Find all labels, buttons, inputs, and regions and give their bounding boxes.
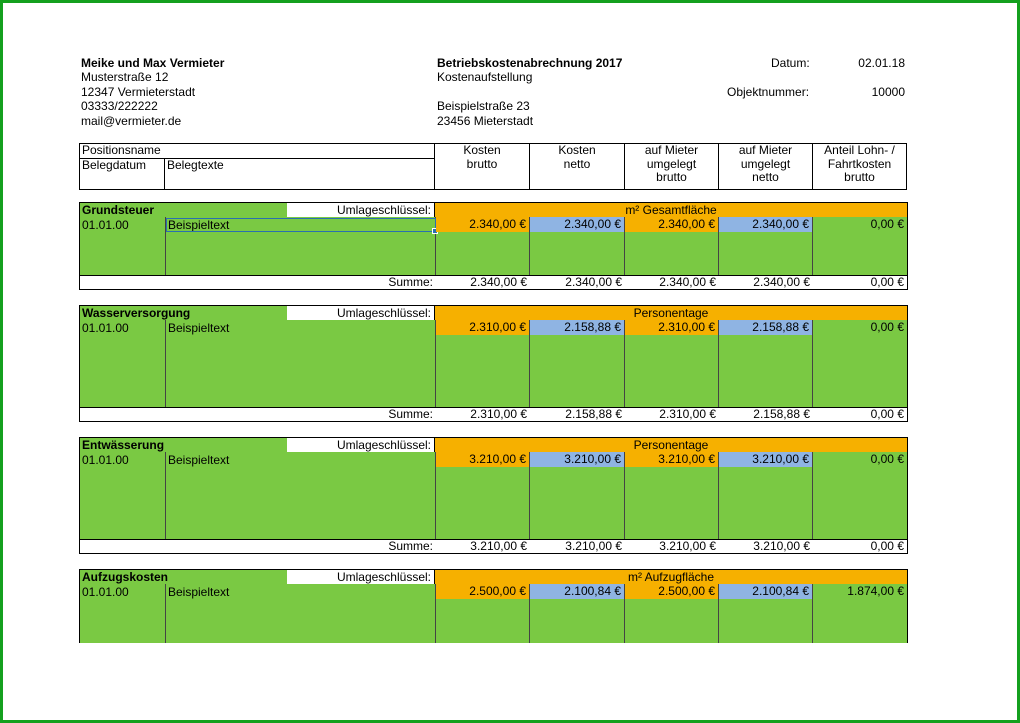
sum-cost-net: 2.340,00 € xyxy=(565,275,622,289)
category-name[interactable]: Grundsteuer xyxy=(79,202,287,217)
header-tenant-net: auf Mieter umgelegt netto xyxy=(738,143,793,184)
receipt-date-cell[interactable]: 01.01.00 xyxy=(82,585,129,599)
document-title: Betriebskostenabrechnung 2017 xyxy=(437,56,623,70)
sum-labor-share: 0,00 € xyxy=(870,407,904,421)
allocation-key-value[interactable]: m² Aufzugfläche xyxy=(435,569,908,584)
allocation-key-value[interactable]: Personentage xyxy=(435,305,908,320)
sum-cost-gross: 2.340,00 € xyxy=(470,275,527,289)
labor-share-cell[interactable]: 0,00 € xyxy=(870,452,904,466)
header-cost-gross: Kosten brutto xyxy=(463,143,501,171)
tenant-gross-cell[interactable]: 2.310,00 € xyxy=(625,320,718,335)
tenant-net-cell[interactable]: 2.340,00 € xyxy=(719,217,812,232)
allocation-key-label: Umlageschlüssel: xyxy=(287,202,435,217)
tenant-gross-cell[interactable]: 2.340,00 € xyxy=(625,217,718,232)
sum-labor-share: 0,00 € xyxy=(870,275,904,289)
allocation-key-value[interactable]: Personentage xyxy=(435,437,908,452)
category-name[interactable]: Wasserversorgung xyxy=(79,305,287,320)
labor-share-cell[interactable]: 0,00 € xyxy=(870,217,904,231)
sender-name: Meike und Max Vermieter xyxy=(81,56,225,70)
header-receipt-date: Belegdatum xyxy=(82,158,147,172)
allocation-key-label: Umlageschlüssel: xyxy=(287,437,435,452)
category-name[interactable]: Aufzugskosten xyxy=(79,569,287,584)
object-number-value: 10000 xyxy=(871,85,905,99)
sum-label: Summe: xyxy=(388,407,433,421)
category-name[interactable]: Entwässerung xyxy=(79,437,287,452)
sum-tenant-net: 2.158,88 € xyxy=(753,407,810,421)
entry-area xyxy=(79,217,908,275)
sum-row xyxy=(79,275,908,290)
date-label: Datum: xyxy=(771,56,810,70)
section-grundsteuer xyxy=(79,202,908,290)
sum-cost-net: 3.210,00 € xyxy=(565,539,622,553)
sender-city: 12347 Vermieterstadt xyxy=(81,85,196,99)
entry-area xyxy=(79,320,908,407)
date-value: 02.01.18 xyxy=(858,56,905,70)
tenant-net-cell[interactable]: 3.210,00 € xyxy=(719,452,812,467)
sum-cost-net: 2.158,88 € xyxy=(565,407,622,421)
sum-tenant-gross: 2.340,00 € xyxy=(659,275,716,289)
object-number-label: Objektnummer: xyxy=(727,85,810,99)
sum-tenant-net: 2.340,00 € xyxy=(753,275,810,289)
entry-area xyxy=(79,452,908,539)
sum-cost-gross: 2.310,00 € xyxy=(470,407,527,421)
receipt-date-cell[interactable]: 01.01.00 xyxy=(82,321,129,335)
sum-labor-share: 0,00 € xyxy=(870,539,904,553)
cost-gross-cell[interactable]: 2.500,00 € xyxy=(436,584,529,599)
selected-cell-outline[interactable] xyxy=(166,218,436,232)
tenant-gross-cell[interactable]: 2.500,00 € xyxy=(625,584,718,599)
allocation-key-value[interactable]: m² Gesamtfläche xyxy=(435,202,908,217)
cost-gross-cell[interactable]: 2.310,00 € xyxy=(436,320,529,335)
allocation-key-label: Umlageschlüssel: xyxy=(287,569,435,584)
cost-net-cell[interactable]: 2.100,84 € xyxy=(530,584,624,599)
cost-gross-cell[interactable]: 3.210,00 € xyxy=(436,452,529,467)
section-entwaesserung xyxy=(79,437,908,554)
labor-share-cell[interactable]: 0,00 € xyxy=(870,320,904,334)
sum-label: Summe: xyxy=(388,275,433,289)
entry-area xyxy=(79,584,908,643)
receipt-text-cell[interactable]: Beispieltext xyxy=(168,218,230,232)
header-cost-net: Kosten netto xyxy=(558,143,596,171)
sum-tenant-net: 3.210,00 € xyxy=(753,539,810,553)
sender-street: Musterstraße 12 xyxy=(81,70,169,84)
column-header-table xyxy=(79,143,907,190)
header-tenant-gross: auf Mieter umgelegt brutto xyxy=(644,143,699,184)
section-aufzugskosten xyxy=(79,569,908,643)
header-receipt-text: Belegtexte xyxy=(167,158,224,172)
header-position-name: Positionsname xyxy=(82,143,161,157)
cost-net-cell[interactable]: 2.340,00 € xyxy=(530,217,624,232)
document-subtitle: Kostenaufstellung xyxy=(437,70,533,84)
tenant-gross-cell[interactable]: 3.210,00 € xyxy=(625,452,718,467)
sum-tenant-gross: 3.210,00 € xyxy=(659,539,716,553)
receipt-date-cell[interactable]: 01.01.00 xyxy=(82,453,129,467)
cost-net-cell[interactable]: 2.158,88 € xyxy=(530,320,624,335)
sum-label: Summe: xyxy=(388,539,433,553)
property-city: 23456 Mieterstadt xyxy=(437,114,534,128)
sum-cost-gross: 3.210,00 € xyxy=(470,539,527,553)
receipt-text-cell[interactable]: Beispieltext xyxy=(168,453,230,467)
allocation-key-label: Umlageschlüssel: xyxy=(287,305,435,320)
receipt-text-cell[interactable]: Beispieltext xyxy=(168,585,230,599)
cost-gross-cell[interactable]: 2.340,00 € xyxy=(436,217,529,232)
sender-email: mail@vermieter.de xyxy=(81,114,182,128)
tenant-net-cell[interactable]: 2.100,84 € xyxy=(719,584,812,599)
header-labor-share: Anteil Lohn- / Fahrtkosten brutto xyxy=(824,143,895,184)
receipt-date-cell[interactable]: 01.01.00 xyxy=(82,218,129,232)
section-wasserversorgung xyxy=(79,305,908,422)
labor-share-cell[interactable]: 1.874,00 € xyxy=(847,584,904,598)
property-street: Beispielstraße 23 xyxy=(437,99,530,113)
sum-tenant-gross: 2.310,00 € xyxy=(659,407,716,421)
tenant-net-cell[interactable]: 2.158,88 € xyxy=(719,320,812,335)
sender-phone: 03333/222222 xyxy=(81,99,158,113)
cost-net-cell[interactable]: 3.210,00 € xyxy=(530,452,624,467)
sum-row xyxy=(79,539,908,554)
sum-row xyxy=(79,407,908,422)
receipt-text-cell[interactable]: Beispieltext xyxy=(168,321,230,335)
